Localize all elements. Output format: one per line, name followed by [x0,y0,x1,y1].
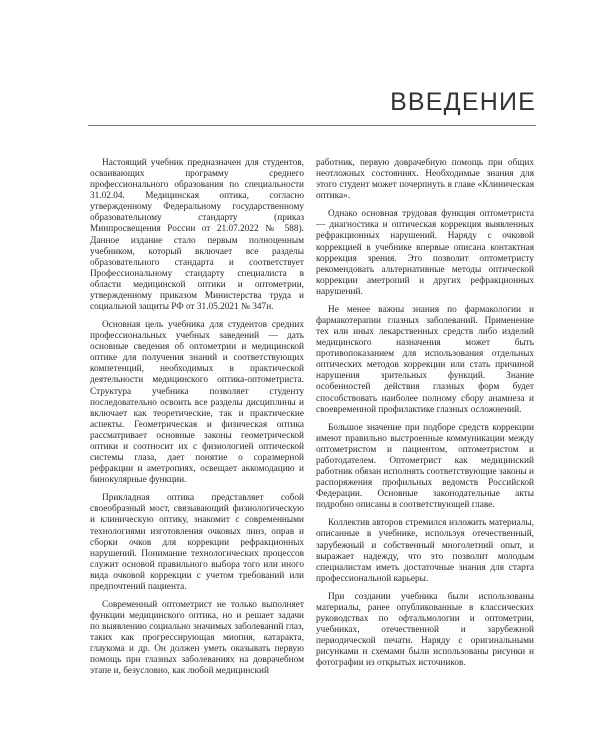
chapter-heading: ВВЕДЕНИЕ [390,88,536,116]
paragraph: Прикладная оптика представляет собой своеобразный мост, связывающий физиологическую и клиническую оптику, знакомит с современными технологиями изготовления очковых линз, оправ и сборки очков для коррекции рефракционных нарушений. Понимание технологических процессов служит основой правильного выбора того или иного вида очковой коррекции с учетом требований или предпочтений пациента. [90,493,304,592]
left-column [90,158,304,685]
paragraph: Однако основная трудовая функция оптометриста — диагностика и оптическая коррекция выявленных рефракционных нарушений. Наряду с очковой коррекцией в учебнике впервые описана контактная коррекция зрения. Это позволит оптометристу рекомендовать альтернативные методы оптической коррекции аметропий и других рефракционных нарушений. [316,209,534,297]
paragraph: Настоящий учебник предназначен для студентов, осваивающих программу среднего профессионального образования по специальности 31.02.04. Медицинская оптика, согласно утвержденному Федеральному государственному образовательному стандарту (приказ Минпросвещения России от 21.07.2022 № 588). Данное издание стало первым полноценным учебником, который включает все разделы образовательного стандарта и соответствует Профессиональному стандарту специалиста в области медицинской оптики и оптометрии, утвержденному приказом Министерства труда и социальной защиты РФ от 31.05.2021 № 347н. [90,158,304,313]
paragraph: Коллектив авторов стремился изложить материалы, описанные в учебнике, используя отечественный, зарубежный и собственный многолетний опыт, и выражает надежду, что это позволит молодым специалистам иметь достаточные знания для старта профессиональной карьеры. [316,518,534,584]
paragraph: Современный оптометрист не только выполняет функции медицинского оптика, но и решает задачи по выявлению социально значимых заболеваний глаз, таких как прогрессирующая миопия, катаракта, глаукома и др. Он должен уметь оказывать первую помощь при глазных заболеваниях на доврачебном этапе и, безусловно, как любой медицинский [90,599,304,677]
right-column [316,158,534,676]
paragraph-continued: работник, первую доврачебную помощь при общих неотложных состояниях. Необходимые знания для этого студент может почерпнуть в главе «Клиническая оптика». [316,158,534,202]
paragraph: Основная цель учебника для студентов средних профессиональных учебных заведений — дать основные сведения об оптометрии и медицинской оптике для получения знаний и соответствующих компетенций, необходимых в практической деятельности медицинского оптика-оптометриста. Структура учебника позволяет студенту последовательно освоить все разделы дисциплины и включает как теоретические, так и практические аспекты. Геометрическая и физическая оптика рассматривает основные законы геометрической оптики и соотносит их с физиологией оптической системы глаза, дает понятие о соразмерной рефракции и аметропиях, освещает аккомодацию и бинокулярные функции. [90,320,304,486]
heading-rule [88,125,536,126]
paragraph: При создании учебника были использованы материалы, ранее опубликованные в классических руководствах по офтальмологии и оптометрии, учебниках, отечественной и зарубежной периодической печати. Наряду с оригинальными рисунками и схемами были использованы рисунки и фотографии из открытых источников. [316,591,534,669]
paragraph: Не менее важны знания по фармакологии и фармакотерапии глазных заболеваний. Применение тех или иных лекарственных средств либо изделий медицинского назначения может быть противопоказанием для использования отдельных оптических методов коррекции или стать причиной нарушения зрительных функций. Знание особенностей действия глазных форм будет способствовать наиболее полному сбору анамнеза и своевременной профилактике глазных осложнений. [316,304,534,415]
paragraph: Большое значение при подборе средств коррекции имеют правильно выстроенные коммуникации между оптометристом и пациентом, оптометристом и работодателем. Оптометрист как медицинский работник обязан исполнять соответствующие законы и распоряжения профильных ведомств Российской Федерации. Основные законодательные акты подробно описаны в соответствующей главе. [316,422,534,511]
